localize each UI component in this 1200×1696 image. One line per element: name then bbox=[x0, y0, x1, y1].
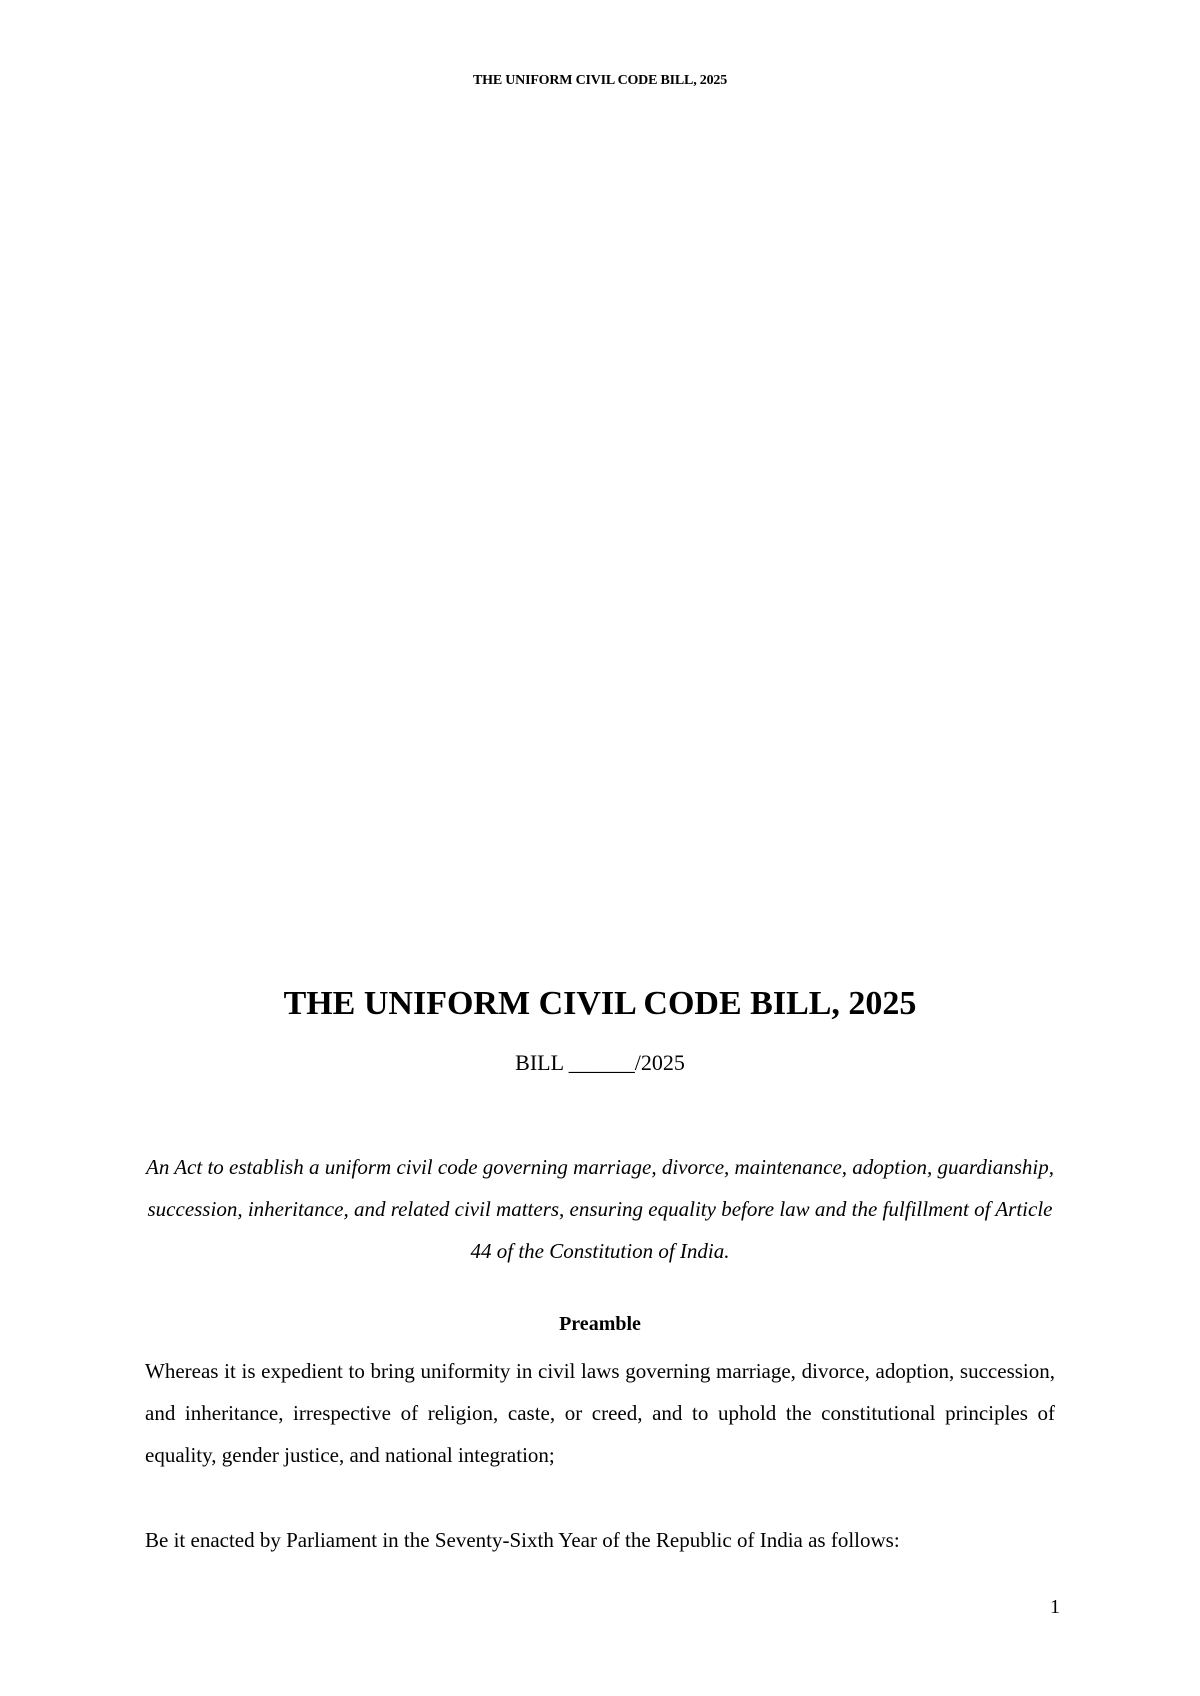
long-title: An Act to establish a uniform civil code governing marriage, divorce, maintenance, adoption, guardianship, succession, inheritance, and related civil matters, ensuring equality before law and the fulfillment of Article 44 of the Constitution of India. bbox=[146, 1155, 1054, 1263]
preamble-heading: Preamble bbox=[559, 1313, 641, 1335]
running-header: THE UNIFORM CIVIL CODE BILL, 2025 bbox=[473, 73, 727, 88]
bill-title: THE UNIFORM CIVIL CODE BILL, 2025 bbox=[283, 985, 917, 1022]
preamble-text: Whereas it is expedient to bring uniformity in civil laws governing marriage, divorce, adoption, succession, and inheritance, irrespective of religion, caste, or creed, and to uphold the constitutional principles of equality, gender justice, and national integration; bbox=[145, 1359, 1055, 1467]
enacting-clause: Be it enacted by Parliament in the Seventy-Sixth Year of the Republic of India as follows: bbox=[145, 1528, 900, 1552]
bill-number: BILL ______/2025 bbox=[515, 1050, 685, 1075]
page-number: 1 bbox=[1050, 1596, 1060, 1618]
